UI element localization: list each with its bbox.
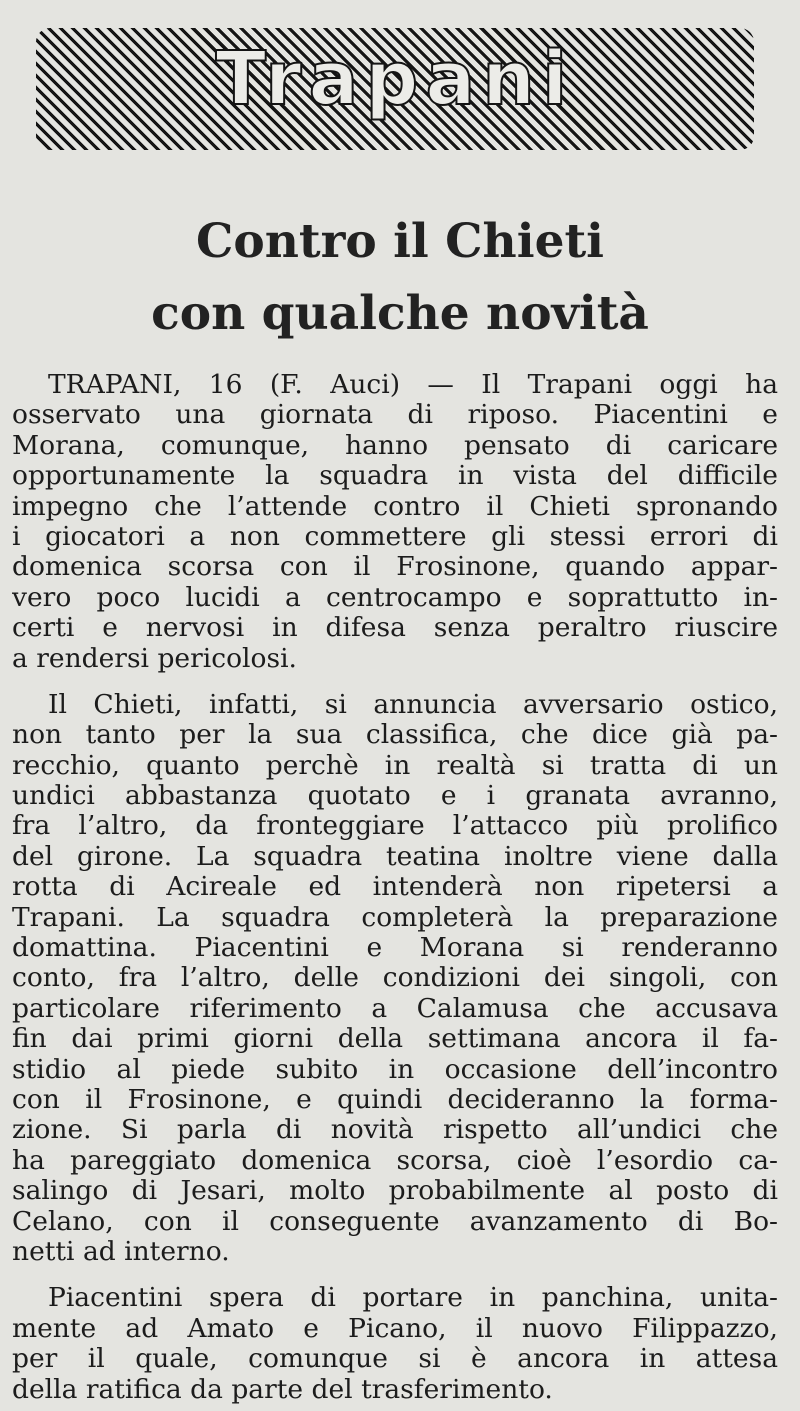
- article-body: [12, 370, 778, 1405]
- article-line: fin dai primi giorni della settimana ancora il fa-: [12, 1024, 778, 1055]
- article-line: rotta di Acireale ed intenderà non ripetersi a: [12, 872, 778, 903]
- article-line: per il quale, comunque si è ancora in attesa: [12, 1344, 778, 1375]
- article-line: Trapani. La squadra completerà la preparazione: [12, 902, 778, 933]
- article-line: domenica scorsa con il Frosinone, quando appar-: [12, 552, 778, 583]
- article-line: vero poco lucidi a centrocampo e soprattutto in-: [12, 582, 778, 613]
- article-line: fra l’altro, da fronteggiare l’attacco più prolifico: [12, 811, 778, 842]
- article-line: mente ad Amato e Picano, il nuovo Filippazzo,: [12, 1313, 778, 1344]
- article-line: netti ad interno.: [12, 1236, 230, 1267]
- article-line: Il Chieti, infatti, si annuncia avversario ostico,: [48, 689, 778, 720]
- article-line: i giocatori a non commettere gli stessi errori di: [12, 521, 778, 552]
- article-line: TRAPANI, 16 (F. Auci) — Il Trapani oggi ha: [48, 370, 778, 400]
- paragraph-gap: [12, 674, 778, 690]
- headline-line-2: con qualche novità: [151, 286, 649, 341]
- article-line: impegno che l’attende contro il Chieti spronando: [12, 491, 778, 522]
- article-line: Morana, comunque, hanno pensato di caricare: [12, 430, 778, 461]
- article-line: osservato una giornata di riposo. Piacentini e: [12, 400, 778, 431]
- article-line: Piacentini spera di portare in panchina, unita-: [48, 1283, 778, 1314]
- article-line: conto, fra l’altro, delle condizioni dei singoli, con: [12, 963, 778, 994]
- article-line: ha pareggiato domenica scorsa, cioè l’esordio ca-: [12, 1145, 778, 1176]
- section-banner: [36, 28, 754, 150]
- article-line: salingo di Jesari, molto probabilmente al posto di: [12, 1176, 778, 1207]
- article-line: della ratifica da parte del trasferimento.: [12, 1374, 553, 1405]
- headline-line-1: Contro il Chieti: [195, 214, 605, 269]
- article-line: recchio, quanto perchè in realtà si tratta di un: [12, 750, 778, 781]
- article-line: Celano, con il conseguente avanzamento di Bo-: [12, 1206, 778, 1237]
- article-line: opportunamente la squadra in vista del difficile: [12, 461, 778, 492]
- article-line: a rendersi pericolosi.: [12, 643, 297, 674]
- paragraph-gap: [12, 1267, 778, 1283]
- article-line: del girone. La squadra teatina inoltre viene dalla: [12, 841, 778, 872]
- article-line: particolare riferimento a Calamusa che accusava: [12, 993, 778, 1024]
- article-line: stidio al piede subito in occasione dell’incontro: [12, 1054, 778, 1085]
- article-line: non tanto per la sua classifica, che dice già pa-: [12, 720, 778, 751]
- article-line: certi e nervosi in difesa senza peraltro riuscire: [12, 613, 778, 644]
- article-line: con il Frosinone, e quindi decideranno la forma-: [12, 1084, 778, 1115]
- article-line: undici abbastanza quotato e i granata avranno,: [12, 781, 778, 812]
- section-title: Trapani: [215, 36, 575, 122]
- article-line: zione. Si parla di novità rispetto all’undici che: [12, 1115, 778, 1146]
- article-line: domattina. Piacentini e Morana si renderanno: [12, 933, 778, 964]
